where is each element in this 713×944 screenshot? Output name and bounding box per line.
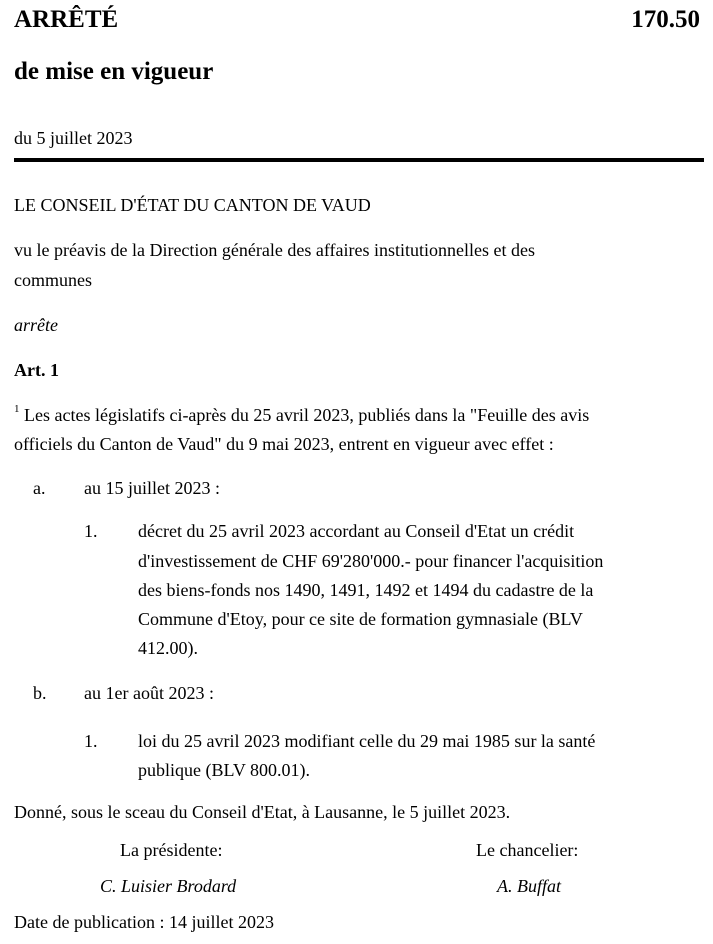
header-divider xyxy=(14,158,704,162)
arrete-word: arrête xyxy=(14,315,58,335)
paragraph-number: 1 xyxy=(14,403,20,415)
list-item-label: au 1er août 2023 : xyxy=(84,683,214,703)
article-paragraph-line-2: officiels du Canton de Vaud" du 9 mai 2023, entrent en vigueur avec effet : xyxy=(14,434,554,454)
vu-line-1: vu le préavis de la Direction générale des affaires institutionnelles et des xyxy=(14,240,535,260)
sub-item-line: 412.00). xyxy=(138,638,198,658)
sub-item-line: décret du 25 avril 2023 accordant au Conseil d'Etat un crédit xyxy=(138,521,575,541)
publication-date: Date de publication : 14 juillet 2023 xyxy=(14,912,274,932)
chancellor-name: A. Buffat xyxy=(497,876,561,896)
sub-item-line: d'investissement de CHF 69'280'000.- pour financer l'acquisition xyxy=(138,551,604,571)
list-item-marker: a. xyxy=(33,478,46,498)
sub-item-line: loi du 25 avril 2023 modifiant celle du 29 mai 1985 sur la santé xyxy=(138,731,596,751)
article-paragraph-line-1 xyxy=(14,405,589,426)
document-date: du 5 juillet 2023 xyxy=(14,128,133,148)
document-subtitle: de mise en vigueur xyxy=(14,58,214,85)
chancellor-title: Le chancelier: xyxy=(476,840,579,860)
sub-item-line: Commune d'Etoy, pour ce site de formation gymnasiale (BLV xyxy=(138,609,583,629)
sub-item-line: des biens-fonds nos 1490, 1491, 1492 et 1494 du cadastre de la xyxy=(138,580,594,600)
sub-item-line: publique (BLV 800.01). xyxy=(138,760,311,780)
list-item-marker: b. xyxy=(33,683,47,703)
given-under-seal: Donné, sous le sceau du Conseil d'Etat, à Lausanne, le 5 juillet 2023. xyxy=(14,802,511,822)
president-title: La présidente: xyxy=(120,840,223,860)
document-number: 170.50 xyxy=(631,6,700,33)
paragraph-text: Les actes législatifs ci-après du 25 avril 2023, publiés dans la "Feuille des avis xyxy=(19,405,590,425)
vu-line-2: communes xyxy=(14,270,92,290)
list-item-label: au 15 juillet 2023 : xyxy=(84,478,220,498)
document-type: ARRÊTÉ xyxy=(14,6,119,33)
president-name: C. Luisier Brodard xyxy=(100,876,237,896)
article-heading: Art. 1 xyxy=(14,360,59,380)
issuing-authority: LE CONSEIL D'ÉTAT DU CANTON DE VAUD xyxy=(14,195,371,215)
sub-item-marker: 1. xyxy=(84,731,98,751)
sub-item-marker: 1. xyxy=(84,521,98,541)
